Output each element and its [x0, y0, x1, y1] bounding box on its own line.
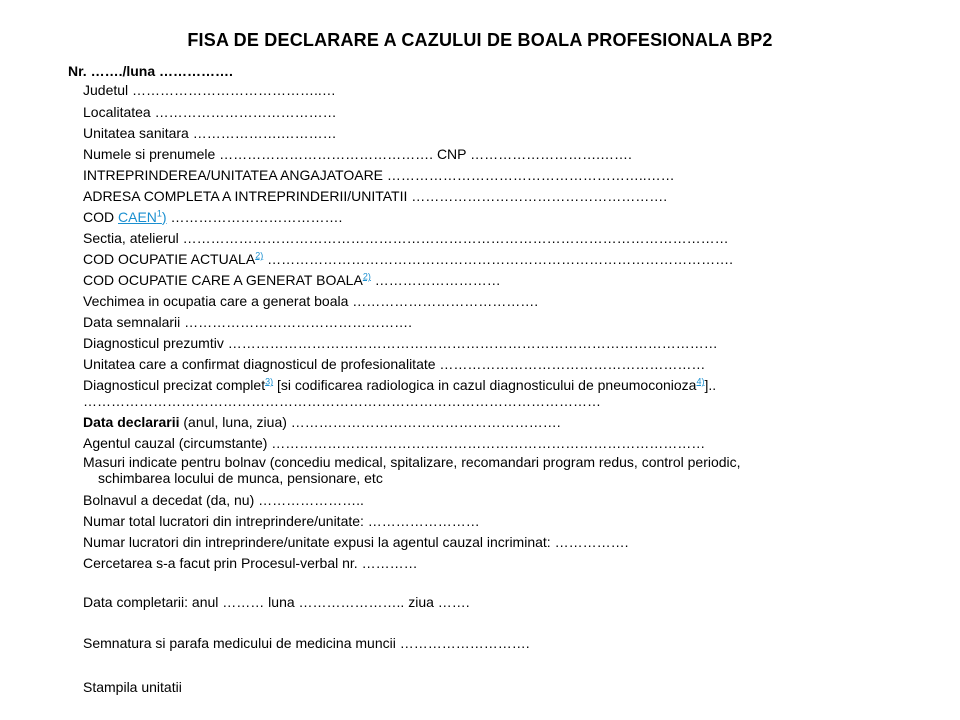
diagnostic-precizat-end: ].. — [704, 377, 717, 393]
diagnosticul-prezumtiv-field: Diagnosticul prezumtiv …………………………………………………………………………………………… — [83, 335, 718, 351]
diagnostic-precizat-label: Diagnosticul precizat complet — [83, 377, 266, 393]
numele-cnp-field: Numele si prenumele ………………………………………. CNP ……………………….……. — [83, 146, 632, 162]
stampila-field: Stampila unitatii — [83, 679, 182, 695]
diagnostic-precizat-field — [83, 377, 716, 393]
judetul-field: Judetul …………………………………..… — [83, 82, 336, 98]
ocupatie-actuala-field — [83, 251, 733, 267]
cercetarea-field: Cercetarea s-a facut prin Procesul-verbal nr. ………… — [83, 555, 418, 571]
masuri-line1: Masuri indicate pentru bolnav (concediu medical, spitalizare, recomandari program redus, control periodic, — [83, 454, 741, 470]
data-declararii-label: Data declararii — [83, 414, 180, 430]
intreprinderea-field: INTREPRINDEREA/UNITATEA ANGAJATOARE ………………………………………………..…… — [83, 167, 675, 183]
vechimea-field: Vechimea in ocupatia care a generat boala …………………………………. — [83, 293, 539, 309]
cod-prefix: COD — [83, 209, 118, 225]
sectia-field: Sectia, atelierul ……………………………………………………………………………………………………… — [83, 230, 729, 246]
ocupatie-actuala-footnote-link[interactable]: 2) — [255, 250, 264, 261]
semnatura-field: Semnatura si parafa medicului de medicina muncii ………………………. — [83, 635, 530, 651]
ocupatie-actuala-dots: ………………………………………………………………………………………. — [263, 251, 733, 267]
numar-expusi-field: Numar lucratori din intreprindere/unitate expusi la agentul cauzal incriminat: ……………. — [83, 534, 629, 550]
unitatea-confirmat-field: Unitatea care a confirmat diagnosticul de profesionalitate ………………………………………………… — [83, 356, 706, 372]
cod-dots: ………………………………. — [166, 209, 343, 225]
ocupatie-boala-field — [83, 272, 501, 288]
diagnostic-precizat-footnote-link[interactable]: 3) — [265, 376, 274, 387]
data-declararii-field — [83, 414, 561, 430]
ocupatie-boala-dots: ……………………… — [370, 272, 501, 288]
data-declararii-rest: (anul, luna, ziua) …………………………………………………. — [179, 414, 561, 430]
ocupatie-actuala-label: COD OCUPATIE ACTUALA — [83, 251, 256, 267]
nr-luna-line: Nr. ……./luna ……………. — [68, 63, 233, 79]
masuri-line2: schimbarea locului de munca, pensionare, etc — [98, 470, 383, 486]
data-completarii-field: Data completarii: anul ……… luna ………………….. ziua ……. — [83, 594, 470, 610]
masuri-field — [83, 454, 741, 486]
ocupatie-boala-label: COD OCUPATIE CARE A GENERAT BOALA — [83, 272, 363, 288]
page-title: FISA DE DECLARARE A CAZULUI DE BOALA PROFESIONALA BP2 — [187, 30, 773, 50]
caen-footnote-link[interactable]: CAEN$^1$) — [118, 208, 167, 225]
agentul-cauzal-field: Agentul cauzal (circumstante) ………………………………………………………………………………… — [83, 435, 706, 451]
pneumoconioza-footnote-link[interactable]: 4) — [696, 376, 705, 387]
bolnavul-decedat-field: Bolnavul a decedat (da, nu) ………………….. — [83, 492, 364, 508]
localitatea-field: Localitatea ………………………………… — [83, 104, 337, 120]
ocupatie-boala-footnote-link[interactable]: 2) — [362, 271, 371, 282]
diagnostic-precizat-middle: [si codificarea radiologica in cazul diagnosticului de pneumoconioza — [273, 377, 697, 393]
data-semnalarii-field: Data semnalarii …………………………………………. — [83, 314, 413, 330]
adresa-field: ADRESA COMPLETA A INTREPRINDERII/UNITATII ………………………………………………. — [83, 188, 668, 204]
unitatea-sanitara-field: Unitatea sanitara ……………….………… — [83, 125, 337, 141]
numar-total-field: Numar total lucratori din intreprindere/unitate: …………………… — [83, 513, 480, 529]
diagnostic-precizat-line2: ………………………………………………………………………………………………… — [83, 393, 601, 409]
cod-caen-field — [83, 209, 342, 225]
